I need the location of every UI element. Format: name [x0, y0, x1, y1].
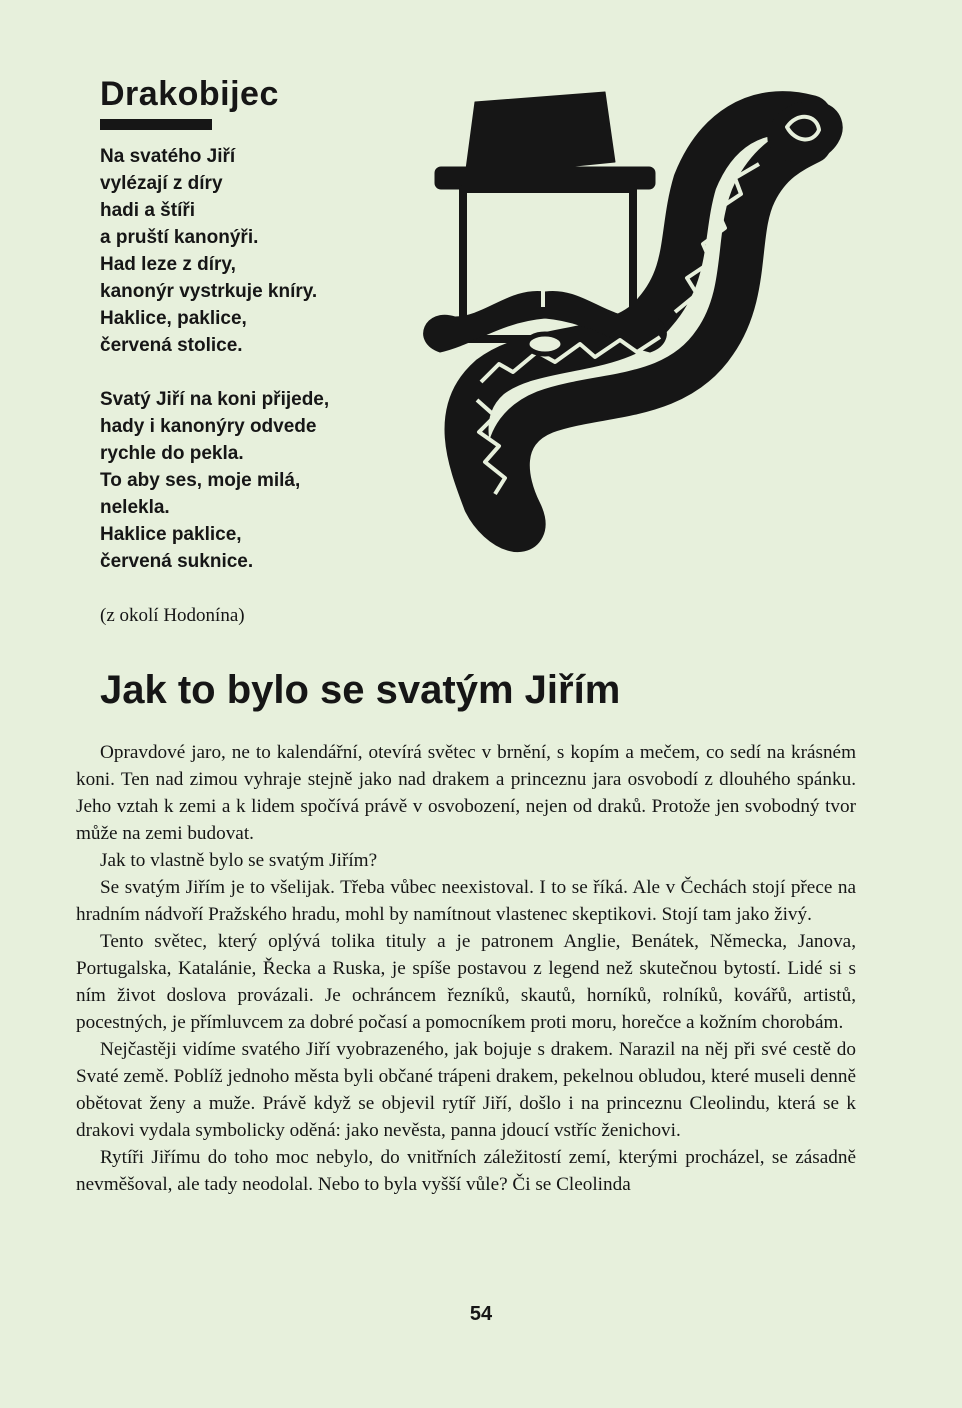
- page-number: 54: [469, 1303, 493, 1325]
- poem-line: červená stolice.: [100, 335, 243, 356]
- article-paragraph: Opravdové jaro, ne to kalendářní, otevírá světec v brnění, s kopím a mečem, co sedí na krásném koni. Ten nad zimou vyhraje stejně jako nad drakem a princeznu jara osvobodí z dlouhého spánku. Jeho vztah k zemi a k lidem spočívá právě v osvobození, nejen od draků. Protože jen svobodný tvor může na zemi budovat.: [76, 742, 856, 844]
- title-underline: [100, 119, 212, 130]
- poem-line: Na svatého Jiří: [100, 146, 236, 167]
- poem-line: nelekla.: [100, 497, 170, 518]
- poem-line: kanonýr vystrkuje kníry.: [100, 281, 318, 302]
- poem-line: vylézají z díry: [100, 173, 223, 194]
- poem-line: a pruští kanonýři.: [100, 227, 259, 248]
- article-body: [76, 739, 856, 1198]
- article-paragraph: Tento světec, který oplývá tolika tituly a je patronem Anglie, Benátek, Německa, Janova, Portugalska, Katalánie, Řecka a Ruska, je spíše postavou z legend než skutečnou bytostí. Lidé si s ním život doslova provázali. Je ochráncem řezníků, skautů, horníků, rolníků, kovářů, artistů, pocestných, je přímluvcem za dobré počasí a pomocníkem proti moru, horečce a kožním chorobám.: [76, 931, 856, 1033]
- poem-line: hadi a štíři: [100, 200, 196, 221]
- poem-line: rychle do pekla.: [100, 443, 244, 464]
- article-paragraph: Nejčastěji vidíme svatého Jiří vyobrazeného, jak bojuje s drakem. Narazil na něj při své cestě do Svaté země. Poblíž jednoho města byli občané trápeni drakem, pekelnou obludou, které museli denně obětovat ženy a muže. Právě když se objevil rytíř Jiří, došlo i na princeznu Cleolindu, která se k drakovi vydala symbolicky oděná: jako nevěsta, panna jdoucí vstříc ženichovi.: [76, 1039, 856, 1141]
- poem-title: Drakobijec: [100, 75, 279, 113]
- article-paragraph: Se svatým Jiřím je to všelijak. Třeba vůbec neexistoval. I to se říká. Ale v Čechách stojí přece na hradním nádvoří Pražského hradu, mohl by namítnout vlastenec skeptikovi. Stojí tam jako živý.: [76, 877, 856, 925]
- article-paragraph: Rytíři Jiřímu do toho moc nebylo, do vnitřních záležitostí zemí, kterými procházel, se zásadně nevměšoval, ale tady neodolal. Nebo to byla vyšší vůle? Či se Cleolinda: [76, 1147, 856, 1195]
- article-paragraph: Jak to vlastně bylo se svatým Jiřím?: [100, 850, 378, 871]
- poem: [100, 143, 329, 575]
- poem-source: (z okolí Hodonína): [100, 605, 245, 626]
- poem-line: Haklice paklice,: [100, 524, 242, 545]
- poem-line: To aby ses, moje milá,: [100, 470, 301, 491]
- poem-line: hady i kanonýry odvede: [100, 416, 317, 437]
- poem-line: Svatý Jiří na koni přijede,: [100, 389, 330, 410]
- poem-line: Had leze z díry,: [100, 254, 236, 275]
- stanza-gap: [100, 359, 329, 386]
- poem-line: červená suknice.: [100, 551, 254, 572]
- mustached-man-with-snake-illustration: [415, 82, 855, 562]
- poem-line: Haklice, paklice,: [100, 308, 247, 329]
- article-title: Jak to bylo se svatým Jiřím: [100, 668, 621, 712]
